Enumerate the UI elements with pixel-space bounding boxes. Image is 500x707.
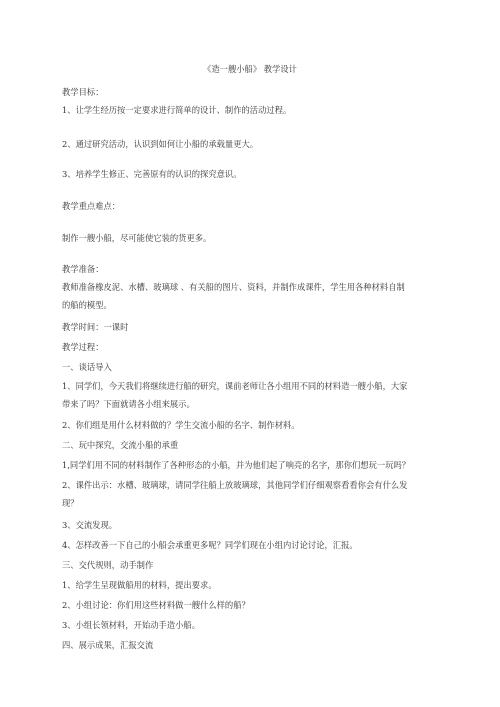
text-line: 1、给学生呈现做船用的材料，提出要求。	[62, 580, 217, 590]
text-line: 2、课件出示：水槽、玻璃球，请同学往船上放玻璃球，其他同学们仔细观察看看你会有什么发	[62, 480, 408, 490]
text-line: 二、玩中探究，交流小船的承重	[62, 440, 179, 450]
text-line: 教师准备橡皮泥、水槽、玻璃球 、有关船的图片、资料，并制作成课件，学生用各种材料自制	[62, 282, 405, 292]
text-line: 教学时间：一课时	[62, 322, 129, 332]
text-line: 带来了吗？下面就请各小组来展示。	[62, 399, 195, 409]
text-line: 制作一艘小船，尽可能使它装的货更多。	[62, 233, 212, 243]
text-line: 教学过程：	[62, 342, 104, 352]
text-line: 1、同学们，今天我们将继续进行船的研究，课前老师让各小组用不同的材料造一艘小船，大家	[62, 381, 408, 391]
text-line: 2、小组讨论：你们用这些材料做一艘什么样的船？	[62, 600, 250, 610]
text-line: 的船的模型。	[62, 300, 112, 310]
text-line: 教学准备：	[62, 264, 104, 274]
document-title: 《造一艘小船》 教学设计	[203, 64, 297, 74]
text-line: 3、小组长领材料，开始动手造小船。	[62, 620, 201, 630]
text-line: 3、培养学生修正、完善原有的认识的探究意识。	[62, 169, 242, 179]
text-line: 三、交代规则，动手制作	[62, 560, 154, 570]
text-line: 1,同学们用不同的材料制作了各种形态的小船，并为他们起了响亮的名字，那你们想玩一玩吗？	[62, 460, 411, 470]
text-line: 1、让学生经历按一定要求进行简单的设计、制作的活动过程。	[62, 105, 292, 115]
text-line: 2、你们组是用什么材料做的？学生交流小船的名字、制作材料。	[62, 420, 300, 430]
text-line: 现？	[62, 498, 79, 508]
text-line: 3、交流发现。	[62, 520, 118, 530]
text-line: 4、怎样改善一下自己的小船会承重更多呢？同学们现在小组内讨论讨论，汇报。	[62, 540, 358, 550]
text-line: 教学目标：	[62, 87, 104, 97]
text-line: 2、通过研究活动，认识到如何让小船的承载量更大。	[62, 139, 259, 149]
text-line: 四、展示成果，汇报交流	[62, 640, 154, 650]
text-line: 教学重点难点：	[62, 201, 121, 211]
text-line: 一、谈话导入	[62, 362, 112, 372]
